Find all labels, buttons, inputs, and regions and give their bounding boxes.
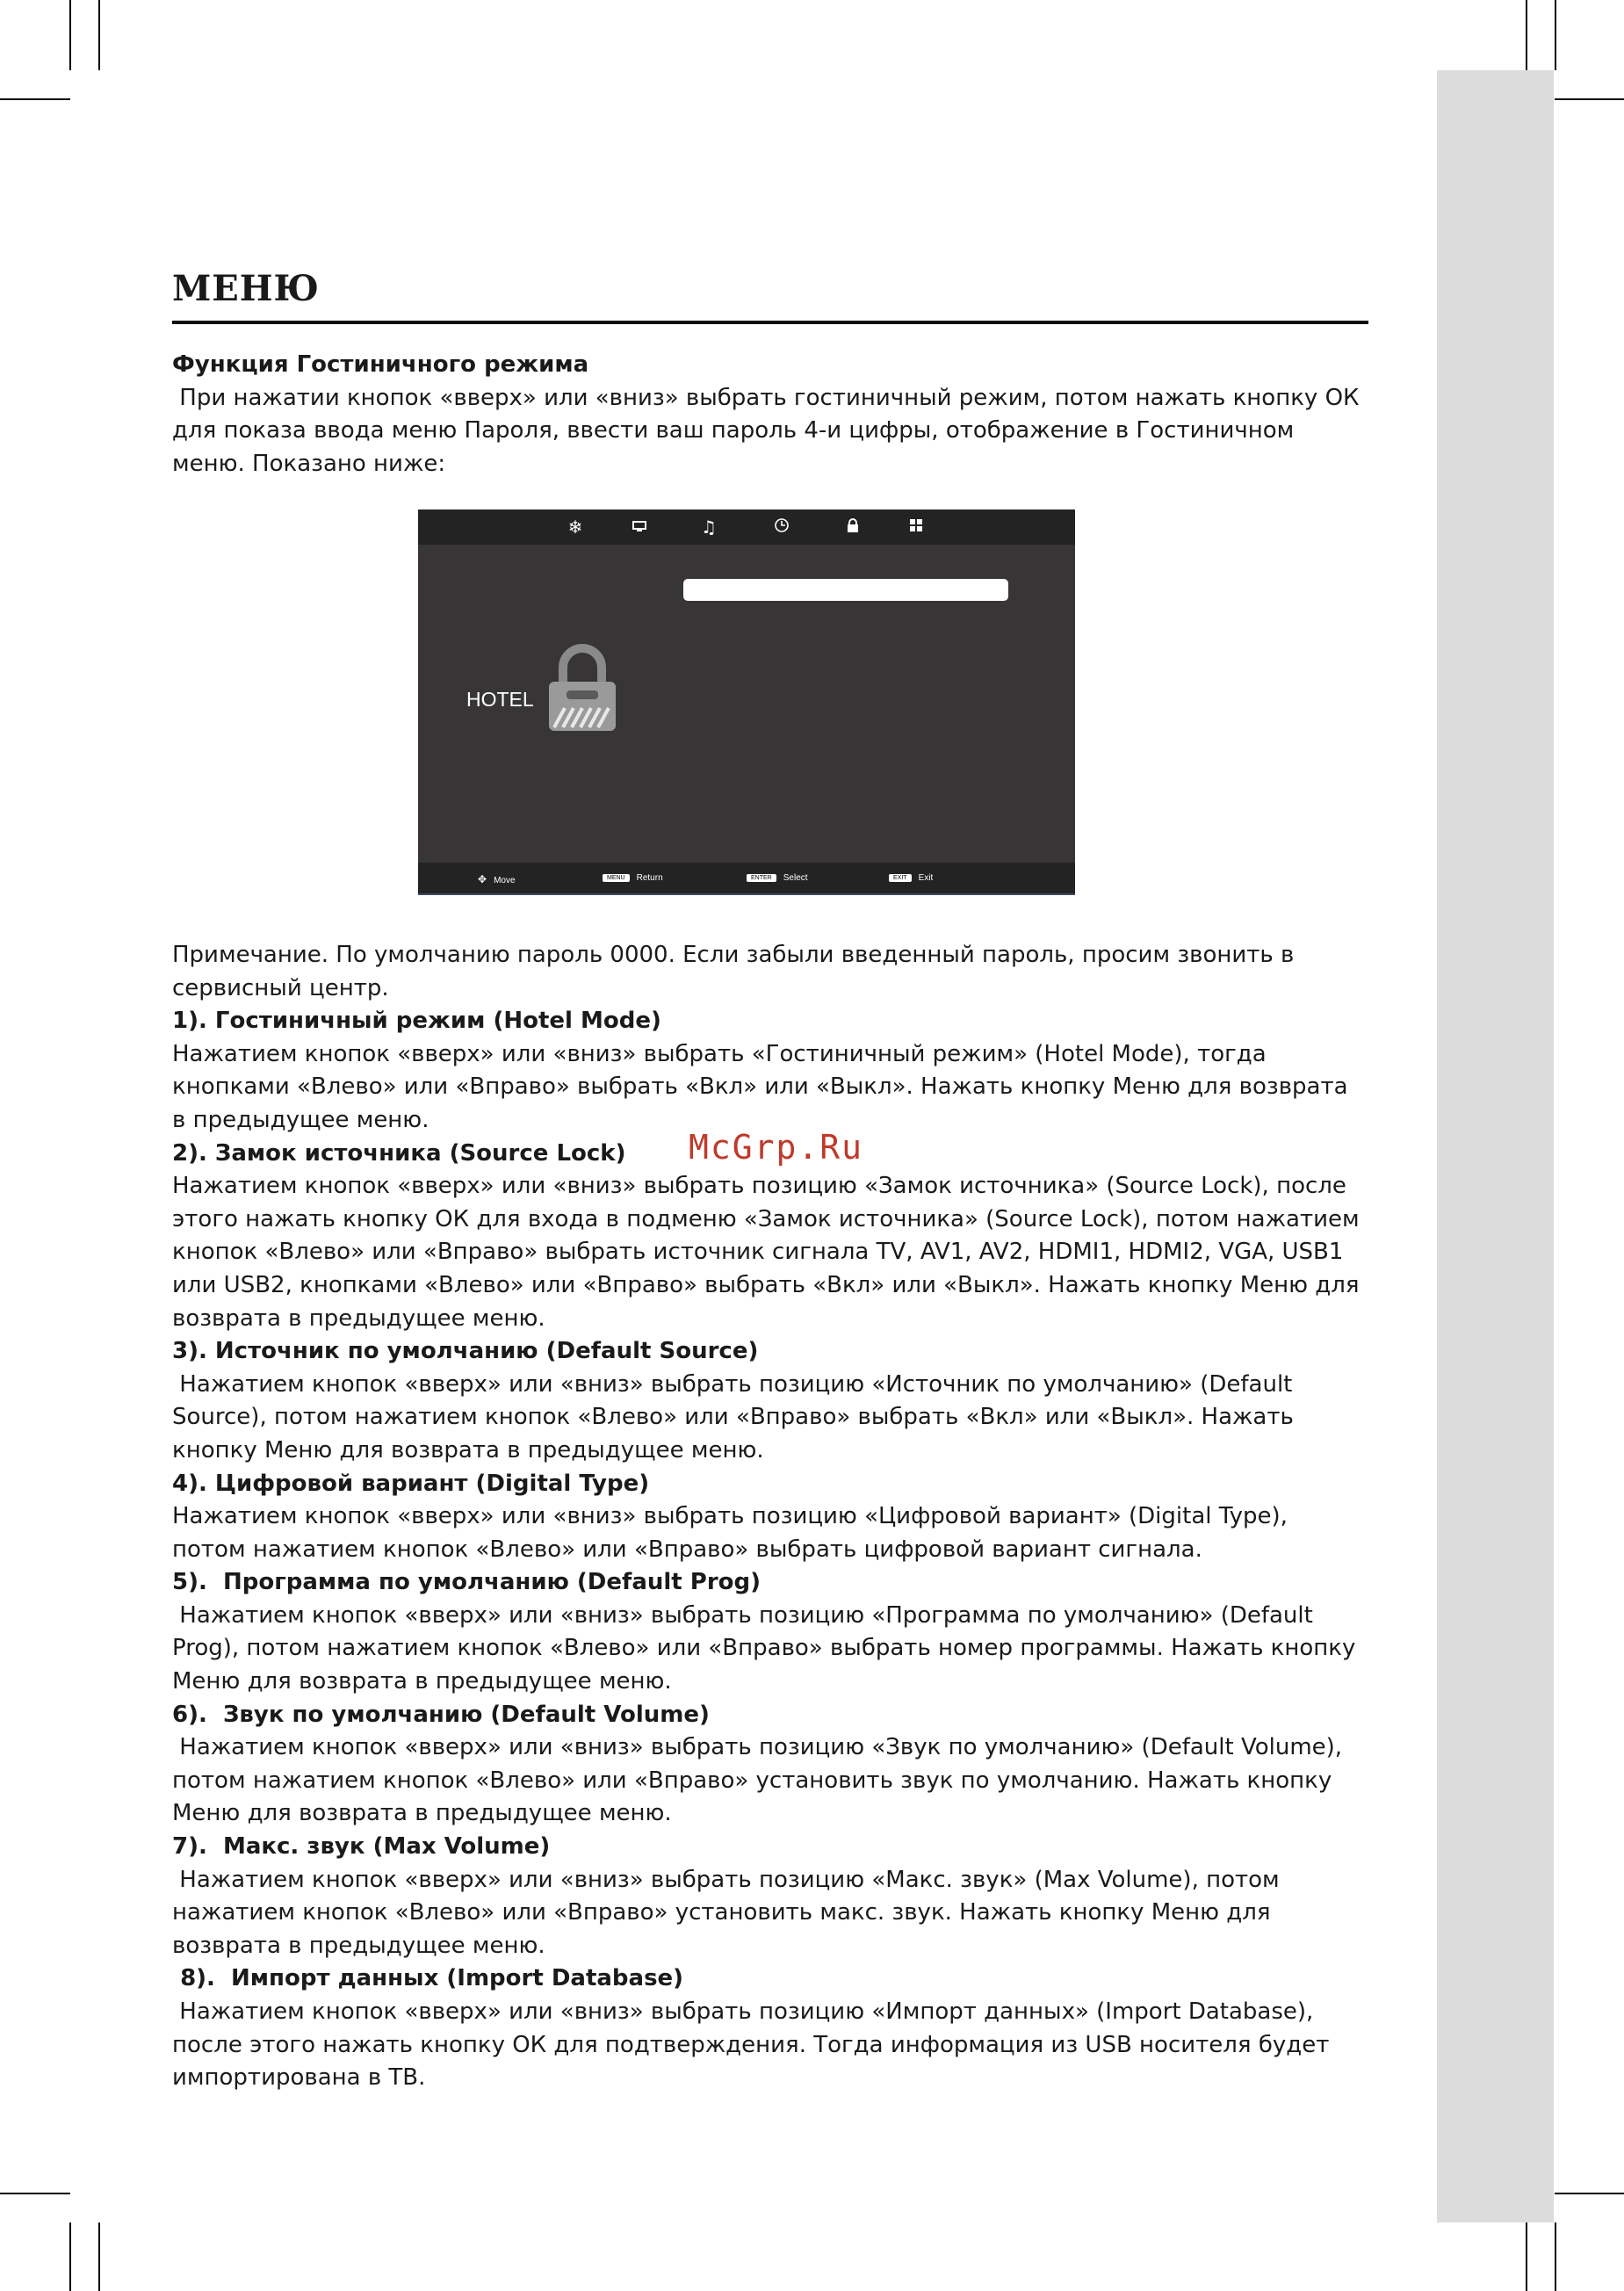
section-text: Нажатием кнопок «вверх» или «вниз» выбрать позицию «Импорт данных» (Import Database), после этого нажать кнопку ОК для подтверждения. Тогда информация из USB носителя будет импортирована в ТВ. [172,1998,1337,2092]
body-text [172,939,1367,2095]
crop-mark [1555,0,1556,70]
crop-mark [98,2222,100,2291]
section-text: Нажатием кнопок «вверх» или «вниз» выбрать «Гостиничный режим» (Hotel Mode), тогда кнопками «Влево» или «Вправо» выбрать «Вкл» или «Выкл». Нажать кнопку Меню для возврата в предыдущее меню. [172,1040,1348,1133]
intro-heading: Функция Гостиничного режима [172,351,589,378]
crop-mark [0,2193,70,2194]
hint-exit [889,873,933,883]
hotel-label: HOTEL [466,688,534,711]
section-text: Нажатием кнопок «вверх» или «вниз» выбрать позицию «Звук по умолчанию» (Default Volume), потом нажатием кнопок «Влево» или «Вправо» установить звук по умолчанию. Нажать кнопку Меню для возврата в предыдущее меню. [172,1734,1350,1827]
crop-mark [1555,2193,1624,2194]
padlock-icon [547,643,617,733]
snowflake-icon: ❄ [567,517,583,538]
enter-key: ENTER [747,874,776,882]
section-text: Нажатием кнопок «вверх» или «вниз» выбрать позицию «Замок источника» (Source Lock), после этого нажать кнопку ОК для входа в подменю «Замок источника» (Source Lock), потом нажатием кнопок «Влево» или «Вправо» выбрать источник сигнала TV, AV1, AV2, HDMI1, HDMI2, VGA, USB1 или USB2, кнопками «Влево» или «Вправо» выбрать «Вкл» или «Выкл». Нажать кнопку Меню для возврата в предыдущее меню. [172,1173,1360,1332]
lock-icon [842,517,863,538]
music-icon: ♫ [701,517,717,538]
section-heading: 7). Макс. звук (Max Volume) [172,1833,551,1861]
monitor-icon [629,517,650,538]
title-divider [172,321,1368,324]
hint-select-label: Select [783,873,808,883]
tv-menu-tabs [418,510,1075,545]
side-band [1437,70,1554,2222]
section-heading: 3). Источник по умолчанию (Default Source) [172,1338,759,1365]
hint-move [478,873,516,885]
section-heading: 8). Импорт данных (Import Database) [172,1965,684,1992]
menu-key: MENU [603,874,630,882]
hint-exit-label: Exit [918,873,934,883]
password-input[interactable] [683,579,1008,601]
section-heading: 6). Звук по умолчанию (Default Volume) [172,1701,710,1728]
note-text: Примечание. По умолчанию пароль 0000. Если забыли введенный пароль, просим звонить в сервисный центр. [172,942,1295,1001]
grid-icon [906,517,927,538]
crop-mark [1555,2222,1556,2291]
crop-mark [0,98,70,100]
crop-mark [1526,2222,1527,2291]
tv-screen-image [418,510,1075,895]
intro-text: При нажатии кнопок «вверх» или «вниз» выбрать гостиничный режим, потом нажать кнопку ОК для показа ввода меню Пароля, ввести ваш пароль 4-и цифры, отображение в Гостиничном меню. Показано ниже: [172,384,1367,477]
section-text: Нажатием кнопок «вверх» или «вниз» выбрать позицию «Цифровой вариант» (Digital Type), потом нажатием кнопок «Влево» или «Вправо» выбрать цифровой вариант сигнала. [172,1503,1288,1563]
hint-return-label: Return [636,873,663,883]
clock-icon [771,517,792,538]
hint-select [747,873,808,883]
crop-mark [69,0,71,70]
section-heading: 1). Гостиничный режим (Hotel Mode) [172,1008,661,1035]
page-title: МЕНЮ [172,268,321,309]
watermark: McGrp.Ru [689,1128,864,1167]
intro-block [172,349,1367,481]
crop-mark [98,0,100,70]
tv-hint-bar [418,863,1075,895]
hint-move-label: Move [494,876,516,885]
exit-key: EXIT [889,874,912,882]
section-heading: 5). Программа по умолчанию (Default Prog) [172,1569,761,1596]
hint-return [603,873,663,883]
crop-mark [1526,0,1527,70]
move-arrows-icon: ✥ [478,873,487,885]
section-text: Нажатием кнопок «вверх» или «вниз» выбрать позицию «Источник по умолчанию» (Default Source), потом нажатием кнопок «Влево» или «Вправо» выбрать «Вкл» или «Выкл». Нажать кнопку Меню для возврата в предыдущее меню. [172,1370,1302,1463]
section-heading: 2). Замок источника (Source Lock) [172,1139,626,1167]
section-heading: 4). Цифровой вариант (Digital Type) [172,1470,650,1497]
crop-mark [69,2222,71,2291]
section-text: Нажатием кнопок «вверх» или «вниз» выбрать позицию «Макс. звук» (Max Volume), потом нажатием кнопок «Влево» или «Вправо» установить макс. звук. Нажать кнопку Меню для возврата в предыдущее меню. [172,1866,1287,1959]
crop-mark [1555,98,1624,100]
section-text: Нажатием кнопок «вверх» или «вниз» выбрать позицию «Программа по умолчанию» (Default Prog), потом нажатием кнопок «Влево» или «Вправо» выбрать номер программы. Нажать кнопку Меню для возврата в предыдущее меню. [172,1601,1363,1695]
